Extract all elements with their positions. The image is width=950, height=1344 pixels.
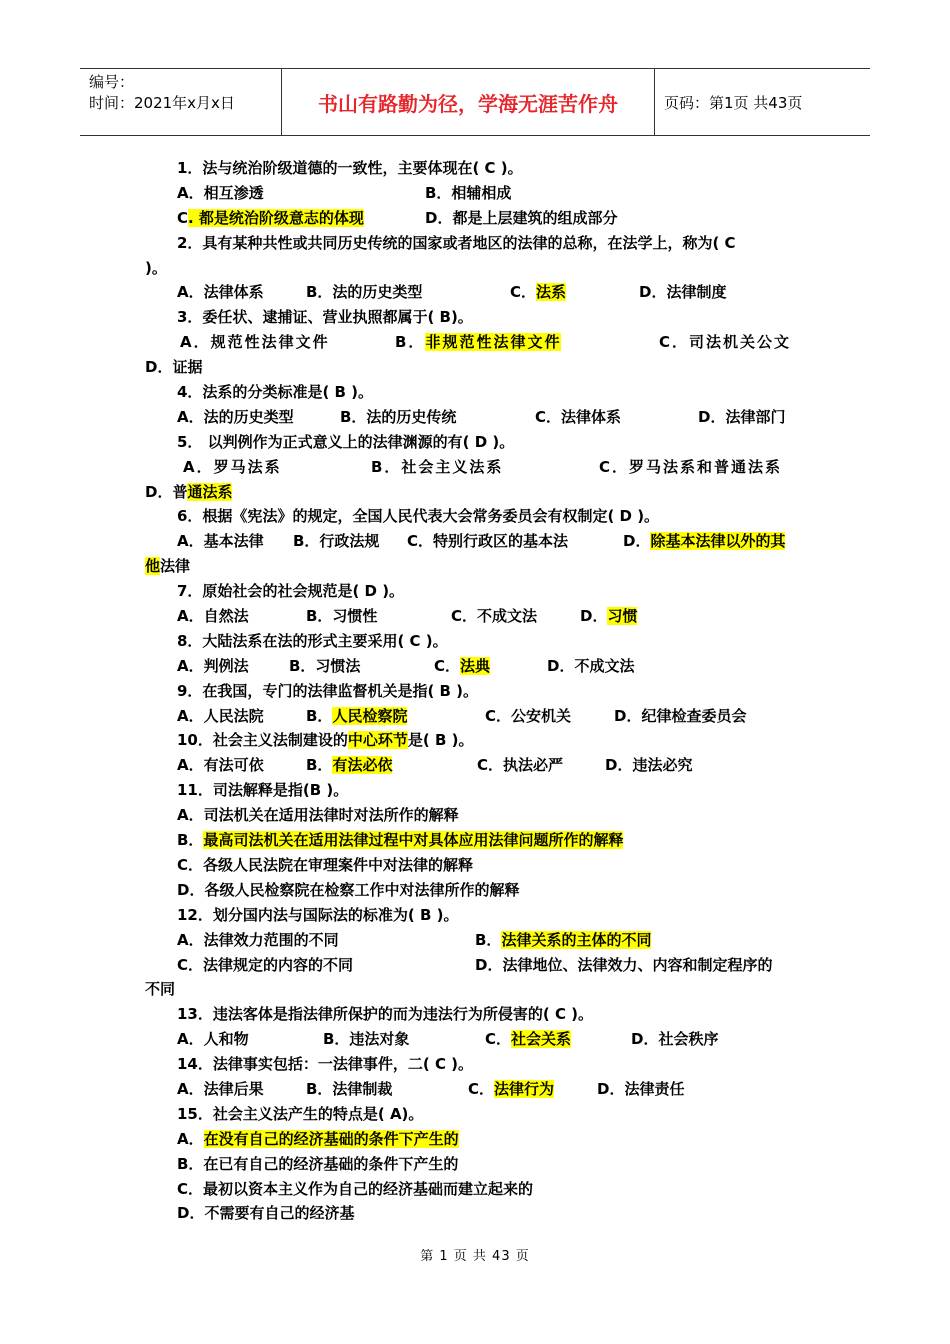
option-c: C．罗马法系和普通法系 <box>599 457 783 476</box>
option-b: B．违法对象 <box>323 1030 410 1049</box>
header-meta <box>80 69 282 135</box>
option-b-prefix: B． <box>475 930 502 949</box>
option-c <box>510 280 566 305</box>
option-a: A．基本法律 <box>177 532 264 551</box>
option-a: A．判例法 <box>177 656 249 675</box>
option-d: D．法律责任 <box>597 1079 685 1098</box>
option-b-prefix: B． <box>177 831 204 850</box>
question-stem: 7．原始社会的社会规范是( D )。 <box>177 582 405 601</box>
option-d: D．证据 <box>145 358 203 377</box>
option-b-answer: 最高司法机关在适用法律过程中对具体应用法律问题所作的解释 <box>203 831 624 850</box>
options-row <box>145 455 810 480</box>
number-label: 编号： <box>89 73 135 91</box>
option-a-answer: 在没有自己的经济基础的条件下产生的 <box>203 1129 459 1148</box>
option-c: C．法律规定的内容的不同 <box>177 955 354 974</box>
option-a: A．自然法 <box>177 607 249 626</box>
option-d-tail: 法律 <box>160 557 191 576</box>
option-d: D．法律地位、法律效力、内容和制定程序的 <box>475 955 773 974</box>
option-d-prefix: D． <box>580 607 608 626</box>
option-b: B．习惯法 <box>289 656 361 675</box>
option-c <box>468 1077 554 1102</box>
option-c: C．不成文法 <box>451 607 538 626</box>
option-c: C．最初以资本主义作为自己的经济基础而建立起来的 <box>177 1179 534 1198</box>
option-c-prefix: C． <box>485 1030 512 1049</box>
option-c: C．法律体系 <box>535 407 622 426</box>
options-row <box>145 206 810 231</box>
question-stem: 4．法系的分类标准是( B )。 <box>177 383 374 402</box>
option-b: B．法的历史类型 <box>306 283 423 302</box>
option-a: A．相互渗透 <box>177 183 264 202</box>
option-b-prefix: B． <box>306 706 333 725</box>
question-stem: 6．根据《宪法》的规定，全国人民代表大会常务委员会有权制定( D )。 <box>177 507 660 526</box>
option-d: D．不需要有自己的经济基 <box>177 1204 355 1223</box>
option-b <box>306 753 392 778</box>
page-footer: 第 1 页 共 43 页 <box>420 1249 530 1264</box>
option-c <box>434 654 490 679</box>
option-b <box>395 330 561 355</box>
option-a: A．规范性法律文件 <box>180 333 330 352</box>
options-row <box>145 753 810 778</box>
option-c: C．执法必严 <box>477 756 564 775</box>
question-stem: 3．委任状、逮捕证、营业执照都属于( B)。 <box>177 308 473 327</box>
question-stem <box>145 728 810 753</box>
option-a: A．法律后果 <box>177 1079 264 1098</box>
option-d: D．法律部门 <box>698 407 786 426</box>
question-stem: 13．违法客体是指法律所保护的而为违法行为所侵害的( C )。 <box>177 1005 594 1024</box>
option-a: A．法的历史类型 <box>177 407 294 426</box>
question-stem: 14．法律事实包括：一法律事件，二( C )。 <box>177 1055 474 1074</box>
option-c-answer: 社会关系 <box>511 1030 572 1049</box>
option-c-answer: 法律行为 <box>494 1079 555 1098</box>
option-c-prefix: C． <box>510 283 537 302</box>
option-b: B．社会主义法系 <box>371 457 504 476</box>
options-row <box>145 1027 810 1052</box>
time-label: 时间：2021年x月x日 <box>89 94 235 112</box>
option-b: B．行政法规 <box>293 532 380 551</box>
option-d-answer: 除基本法律以外的其 <box>650 532 786 551</box>
option-a: A．法律体系 <box>177 283 264 302</box>
question-stem: 5． 以判例作为正式意义上的法律渊源的有( D )。 <box>177 432 515 451</box>
option-c-prefix: C． <box>434 656 461 675</box>
options-row <box>145 1077 810 1102</box>
option-b: B．法律制裁 <box>306 1079 393 1098</box>
option-b: B．在已有自己的经济基础的条件下产生的 <box>177 1154 459 1173</box>
option-d-answer: 习惯 <box>607 607 638 626</box>
header-motto: 书山有路勤为径，学海无涯苦作舟 <box>282 69 655 135</box>
options-row <box>145 953 810 978</box>
option-b-answer: 人民检察院 <box>332 706 408 725</box>
options-row <box>145 604 810 629</box>
option-c: C．各级人民法院在审理案件中对法律的解释 <box>177 855 474 874</box>
option-c-answer: . 都是统治阶级意志的体现 <box>188 208 364 227</box>
option-b-answer: 非规范性法律文件 <box>425 333 562 352</box>
option-b: B．习惯性 <box>306 607 378 626</box>
option-c-answer: 法典 <box>460 656 491 675</box>
option-d: D．不成文法 <box>547 656 635 675</box>
question-stem: 9．在我国，专门的法律监督机关是指( B )。 <box>177 681 479 700</box>
option-d: D．法律制度 <box>639 283 727 302</box>
options-row <box>145 529 810 554</box>
option-b <box>306 704 407 729</box>
option-a-prefix: A． <box>177 1129 204 1148</box>
option-b <box>145 828 810 853</box>
option-d <box>580 604 637 629</box>
option-d-answer-cont: 他 <box>145 557 161 576</box>
option-c-prefix: C． <box>468 1079 495 1098</box>
options-row <box>145 405 810 430</box>
option-d: D．都是上层建筑的组成部分 <box>425 208 618 227</box>
option-c-answer: 法系 <box>536 283 567 302</box>
option-d-prefix: D． <box>623 532 651 551</box>
question-stem-cont: )。 <box>145 258 167 277</box>
option-c <box>485 1027 571 1052</box>
option-b-prefix: B． <box>306 756 333 775</box>
option-d-cont: 不同 <box>145 980 176 999</box>
option-b: B．相辅相成 <box>425 183 512 202</box>
stem-highlight: 中心环节 <box>347 731 408 750</box>
option-b-prefix: B． <box>395 333 426 352</box>
option-c: C．公安机关 <box>485 706 572 725</box>
option-d: D．违法必究 <box>605 756 693 775</box>
question-stem: 12．划分国内法与国际法的标准为( B )。 <box>177 905 459 924</box>
stem-prefix: 10．社会主义法制建设的 <box>177 731 348 750</box>
option-c: C．特别行政区的基本法 <box>407 532 569 551</box>
options-row <box>145 928 810 953</box>
question-stem: 8．大陆法系在法的形式主要采用( C )。 <box>177 631 448 650</box>
page-header <box>80 68 870 136</box>
option-b-answer: 有法必依 <box>332 756 393 775</box>
option-a: A．人民法院 <box>177 706 264 725</box>
option-c-prefix: C <box>177 208 189 227</box>
header-page-info: 页码：第1页 共43页 <box>664 93 803 112</box>
option-d: D．各级人民检察院在检察工作中对法律所作的解释 <box>177 880 520 899</box>
options-row <box>145 654 810 679</box>
question-stem: 11．司法解释是指(B )。 <box>177 781 349 800</box>
options-row <box>145 330 810 355</box>
question-stem: 15．社会主义法产生的特点是( A)。 <box>177 1104 424 1123</box>
option-d: D．纪律检查委员会 <box>614 706 747 725</box>
option-b-answer: 法律关系的主体的不同 <box>501 930 652 949</box>
question-stem: 2．具有某种共性或共同历史传统的国家或者地区的法律的总称，在法学上，称为( C <box>177 233 736 252</box>
options-row <box>145 280 810 305</box>
stem-suffix: 是( B )。 <box>407 731 474 750</box>
question-stem: 1．法与统治阶级道德的一致性，主要体现在( C )。 <box>177 159 523 177</box>
option-c: C．司法机关公文 <box>659 333 792 352</box>
options-row <box>145 704 810 729</box>
option-d <box>623 529 785 554</box>
option-a: A．有法可依 <box>177 756 264 775</box>
option-a: A．人和物 <box>177 1030 249 1049</box>
question-list <box>145 156 810 1226</box>
option-d-answer: 通法系 <box>187 482 233 501</box>
option-a: A．司法机关在适用法律时对法所作的解释 <box>177 806 459 825</box>
option-d-cont <box>145 554 810 579</box>
option-a: A．罗马法系 <box>183 457 282 476</box>
option-b <box>475 928 651 953</box>
option-d-prefix: D．普 <box>145 482 188 501</box>
option-a <box>145 1127 810 1152</box>
options-row <box>145 181 810 206</box>
option-a: A．法律效力范围的不同 <box>177 930 339 949</box>
option-d <box>145 480 810 505</box>
option-b: B．法的历史传统 <box>340 407 457 426</box>
option-d: D．社会秩序 <box>631 1030 719 1049</box>
